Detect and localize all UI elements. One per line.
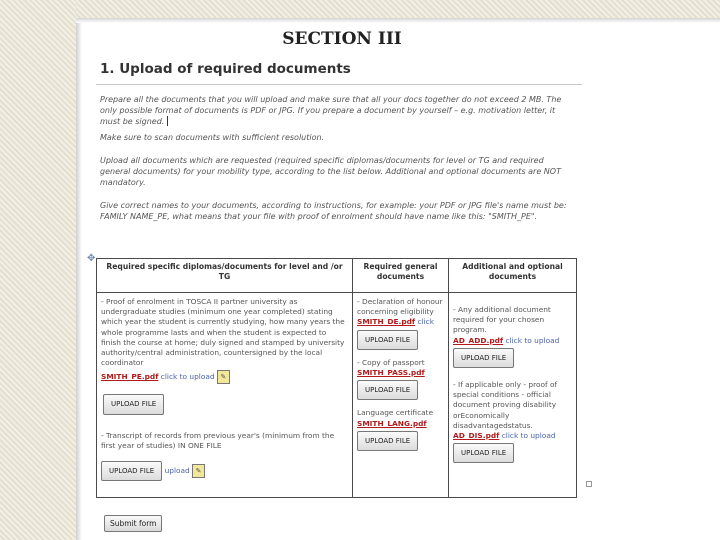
expand-icon[interactable]: ✥ [87, 253, 96, 264]
upload-enrolment-button[interactable]: UPLOAD FILE [103, 394, 164, 414]
additional-document-text: - Any additional document required for your chosen program. [453, 305, 551, 335]
instruction-scan: Make sure to scan documents with sufficient resolution. [100, 133, 325, 142]
instruction-size-format: Prepare all the documents that you will upload and make sure that all your docs together do not exceed 2 MB. The only possible format of documents is PDF or JPG. If you prepare a document by yourself – e.g. motivation letter, it must be signed. [100, 95, 562, 126]
declaration-click-link[interactable]: click [417, 317, 435, 327]
upload-additional-button[interactable]: UPLOAD FILE [453, 348, 514, 368]
table-header-row [97, 259, 577, 293]
form-screenshot [87, 55, 582, 488]
form-heading: 1. Upload of required documents [100, 61, 351, 77]
disability-click-to-upload[interactable]: click to upload [501, 431, 556, 441]
language-file-link[interactable]: SMITH_LANG.pdf [357, 418, 427, 428]
upload-declaration-button[interactable]: UPLOAD FILE [357, 330, 418, 350]
upload-language-button[interactable]: UPLOAD FILE [357, 431, 418, 451]
resize-corner[interactable] [586, 481, 592, 487]
heading-divider [96, 84, 582, 85]
enrolment-click-to-upload[interactable]: click to upload [160, 372, 215, 382]
general-documents-cell [353, 293, 449, 498]
slide-border-top [76, 0, 720, 18]
declaration-file-link[interactable]: SMITH_DE.pdf [357, 317, 416, 327]
additional-file-link[interactable]: AD_ADD.pdf [453, 335, 504, 345]
upload-disability-button[interactable]: UPLOAD FILE [453, 443, 514, 463]
submit-form-button[interactable]: Submit form [104, 515, 162, 532]
slide-shadow-left [76, 18, 82, 540]
instruction-upload: Upload all documents which are requested (required specific diplomas/documents for level or TG and required general documents) for your mobility type, according to the list below. Additional and optional documents are NOT mandatory. [100, 156, 561, 187]
slide-title: SECTION III [282, 29, 402, 49]
slide-shadow-top [76, 18, 720, 23]
column-header-optional: Additional and optional documents [449, 259, 577, 293]
specific-documents-cell [97, 293, 353, 498]
language-certificate-text: Language certificate [357, 408, 434, 418]
optional-documents-cell [449, 293, 577, 498]
table-row [97, 293, 577, 498]
slide-border-left [0, 0, 76, 540]
passport-file-link[interactable]: SMITH_PASS.pdf [357, 368, 425, 378]
additional-click-to-upload[interactable]: click to upload [505, 335, 560, 345]
special-conditions-text: - If applicable only - proof of special conditions - official document proving disability orEconomically disadvantagedstatus. [453, 380, 558, 430]
instruction-naming: Give correct names to your documents, according to instructions, for example: your PDF or JPG file's name must be: FAMILY NAME_PE, what means that your file with proof of enrolment should have name like this: "SMITH_PE". [100, 201, 567, 221]
column-header-general: Required general documents [353, 259, 449, 293]
transcript-of-records-text: - Transcript of records from previous year's (minimum from the first year of studies) IN ONE FILE [101, 430, 335, 450]
document-icon: ✎ [217, 370, 230, 384]
upload-transcript-button[interactable]: UPLOAD FILE [101, 461, 162, 481]
enrolment-file-link[interactable]: SMITH_PE.pdf [101, 372, 159, 382]
proof-of-enrolment-text: - Proof of enrolment in TOSCA II partner university as undergraduate studies (minimum one year completed) stating which year the student is currently studying, how many years the whole programme lasts and when the student is expected to finish the course at home; duly signed and stamped by university authority/central administration, countersigned by the local coordinator [101, 297, 345, 368]
documents-table [96, 258, 577, 498]
declaration-text: - Declaration of honour concerning eligibility [357, 297, 443, 317]
disability-file-link[interactable]: AD_DIS.pdf [453, 431, 500, 441]
column-header-specific: Required specific diplomas/documents for level and /or TG [97, 259, 353, 293]
document-icon: ✎ [192, 464, 205, 478]
transcript-upload-link[interactable]: upload [164, 466, 190, 476]
passport-text: - Copy of passport [357, 357, 425, 367]
upload-passport-button[interactable]: UPLOAD FILE [357, 380, 418, 400]
text-cursor [167, 116, 168, 126]
